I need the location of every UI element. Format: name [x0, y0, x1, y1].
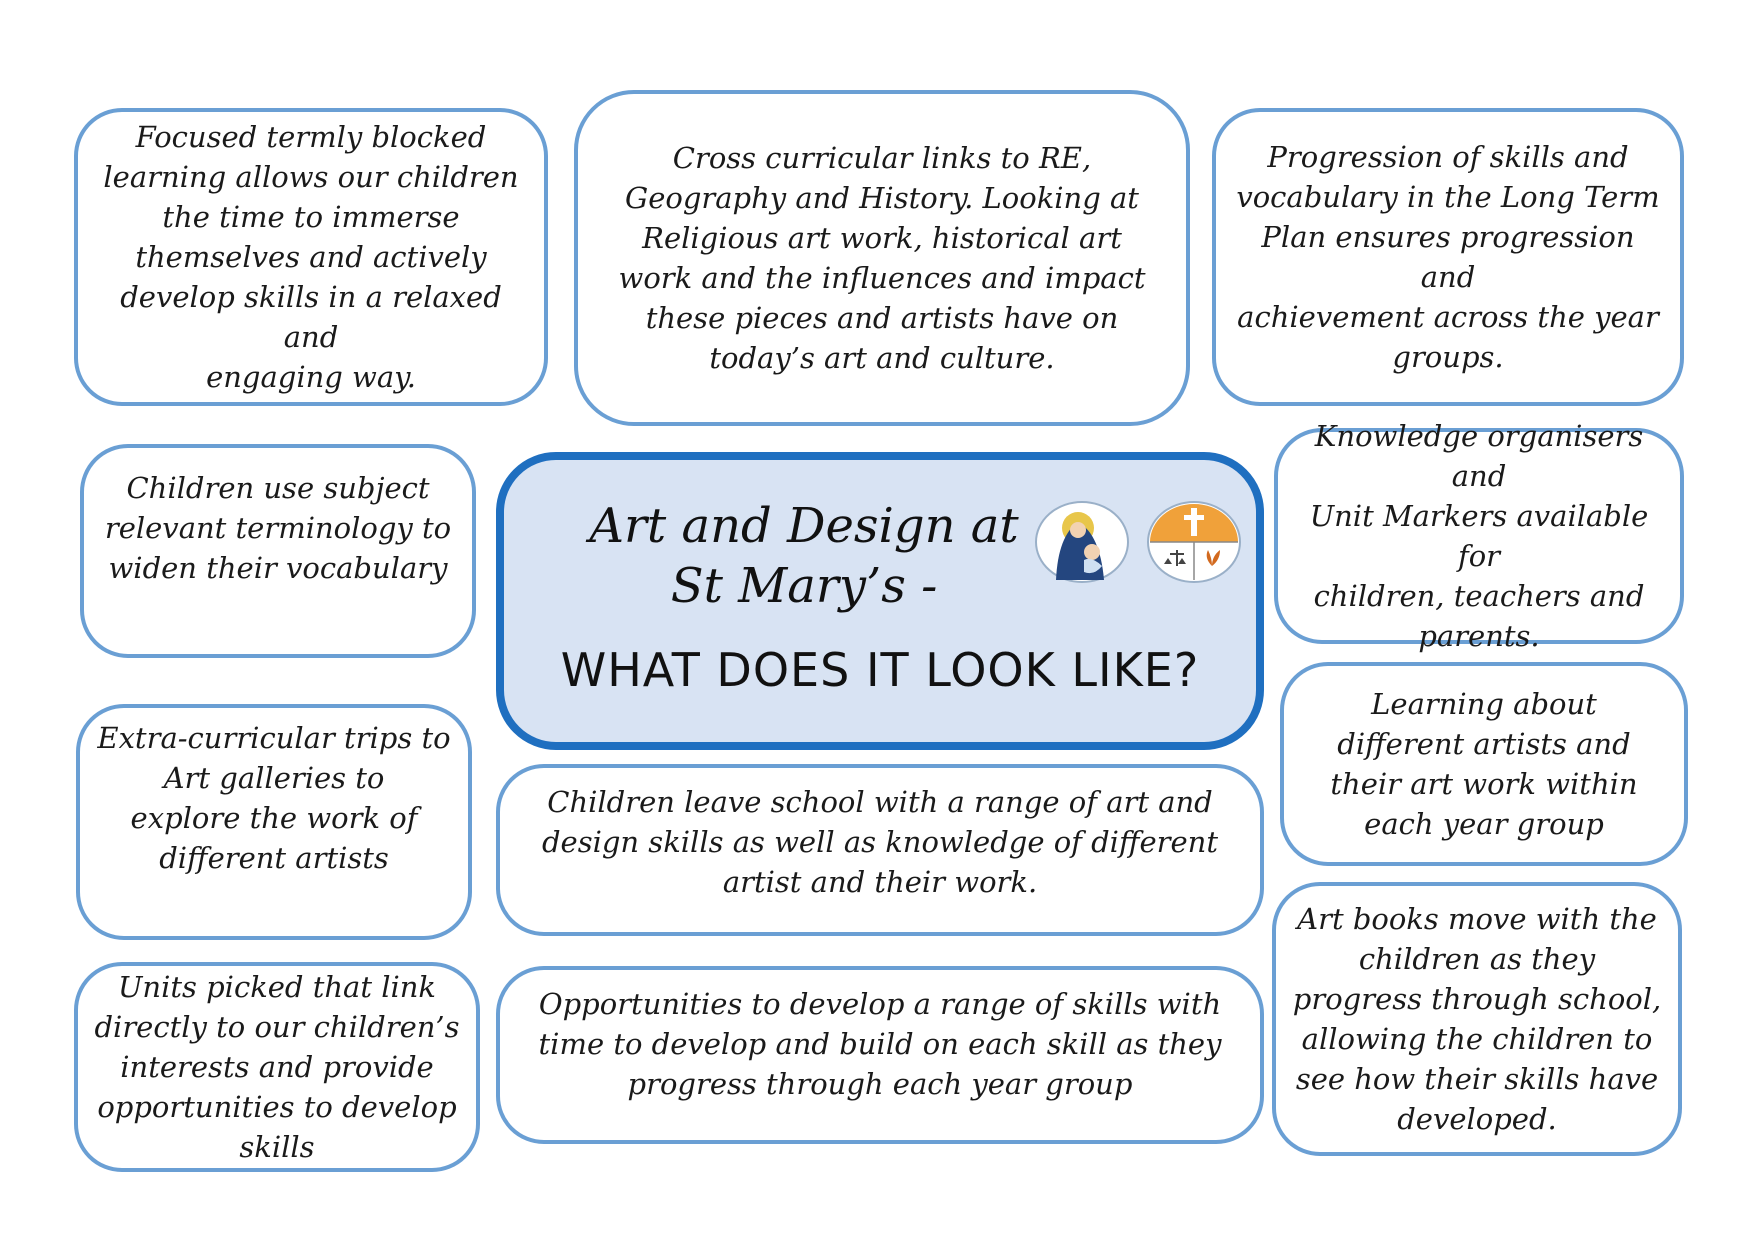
- card-artists: [1280, 662, 1688, 866]
- card-progression: [1212, 108, 1684, 406]
- madonna-and-child-icon: [1034, 500, 1130, 584]
- card-cross-curricular-text: Cross curricular links to RE, Geography and History. Looking at Religious art work, historical art work and the influences and impact these pieces and artists have on today’s art and culture.: [618, 141, 1146, 375]
- card-leave-school: [496, 764, 1264, 936]
- card-knowledge-organisers: [1274, 419, 1684, 653]
- card-units: [74, 962, 480, 1172]
- page-title: Art and Design at St Mary’s -: [589, 498, 1019, 614]
- page-subtitle: WHAT DOES IT LOOK LIKE?: [560, 643, 1200, 697]
- school-crest-icon: [1146, 500, 1242, 584]
- card-opportunities-text: Opportunities to develop a range of skills with time to develop and build on each skill as they progress through each year group: [538, 987, 1222, 1101]
- card-leave-school-text: Children leave school with a range of art and design skills as well as knowledge of different artist and their work.: [541, 785, 1219, 899]
- card-art-books-text: Art books move with the children as they progress through school, allowing the children to see how their skills have developed.: [1292, 902, 1662, 1136]
- card-trips-text: Extra-curricular trips to Art galleries to explore the work of different artists: [97, 721, 451, 875]
- card-progression-text: Progression of skills and vocabulary in the Long Term Plan ensures progression and achievement across the year groups.: [1236, 140, 1660, 374]
- card-cross-curricular: [574, 90, 1190, 426]
- card-opportunities: [496, 966, 1264, 1144]
- card-blocked-learning-text: Focused termly blocked learning allows our children the time to immerse themselves and actively develop skills in a relaxed and engaging way.: [103, 120, 519, 394]
- title-panel: [496, 452, 1264, 750]
- card-trips: [76, 704, 472, 940]
- card-knowledge-organisers-text: Knowledge organisers and Unit Markers available for children, teachers and parents.: [1309, 419, 1649, 653]
- card-blocked-learning: [74, 108, 548, 406]
- card-terminology: [80, 444, 476, 658]
- card-terminology-text: Children use subject relevant terminology to widen their vocabulary: [104, 471, 452, 585]
- card-units-text: Units picked that link directly to our children’s interests and provide opportunities to develop skills: [94, 970, 460, 1164]
- card-art-books: [1272, 882, 1682, 1156]
- card-artists-text: Learning about different artists and their art work within each year group: [1330, 687, 1638, 841]
